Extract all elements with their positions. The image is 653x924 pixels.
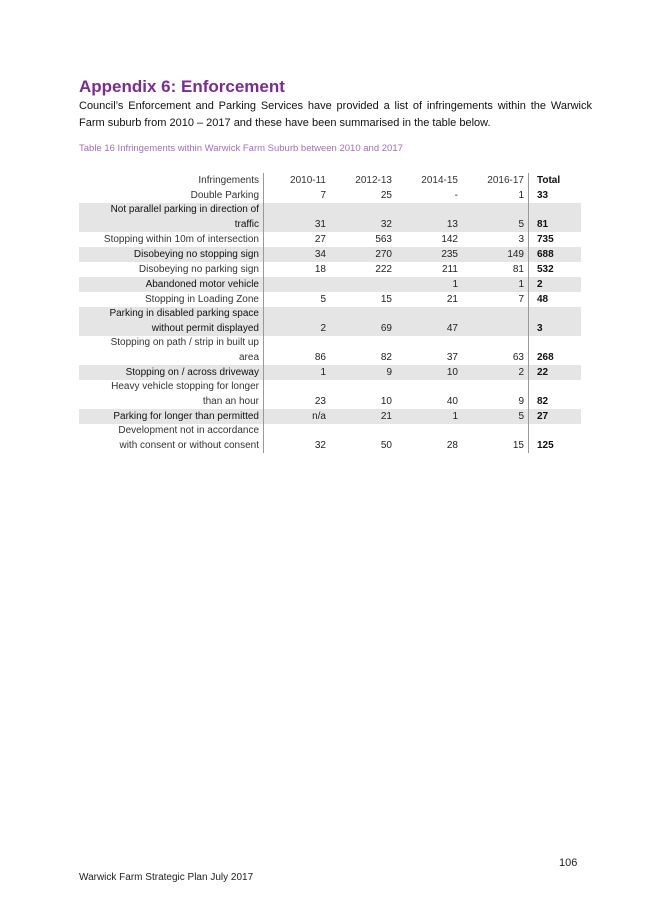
total-cell: 81 bbox=[529, 217, 582, 232]
table-row bbox=[79, 424, 581, 438]
total-cell bbox=[529, 424, 582, 438]
count-cell: 18 bbox=[314, 264, 326, 275]
header-infringements: Infringements bbox=[79, 173, 264, 188]
count-cell: 34 bbox=[264, 247, 331, 262]
total-cell: 3 bbox=[529, 321, 582, 336]
header-total: Total bbox=[529, 173, 582, 188]
table-row bbox=[79, 321, 581, 336]
count-cell bbox=[462, 336, 529, 350]
count-cell: 211 bbox=[442, 264, 458, 275]
count-cell bbox=[330, 424, 396, 438]
table-row bbox=[79, 336, 581, 350]
infringement-label: Disobeying no stopping sign bbox=[79, 247, 264, 262]
table-row bbox=[79, 438, 581, 453]
count-cell: 86 bbox=[314, 352, 326, 363]
total-cell: 688 bbox=[529, 247, 582, 262]
count-cell bbox=[396, 203, 462, 217]
count-cell: 149 bbox=[462, 247, 529, 262]
header-2016-17: 2016-17 bbox=[487, 175, 524, 186]
count-cell: 563 bbox=[375, 234, 392, 245]
count-cell bbox=[330, 336, 396, 350]
count-cell: 81 bbox=[512, 264, 524, 275]
count-cell: 50 bbox=[380, 440, 392, 451]
count-cell bbox=[396, 380, 462, 394]
total-cell: 125 bbox=[529, 438, 582, 453]
infringement-label: Disobeying no parking sign bbox=[79, 262, 264, 277]
count-cell bbox=[330, 307, 396, 321]
count-cell bbox=[462, 307, 529, 321]
count-cell bbox=[264, 307, 331, 321]
total-cell: 22 bbox=[529, 365, 582, 380]
count-cell: 9 bbox=[330, 365, 396, 380]
count-cell: 21 bbox=[330, 409, 396, 424]
infringement-label: Abandoned motor vehicle bbox=[79, 277, 264, 292]
count-cell: 1 bbox=[462, 277, 529, 292]
count-cell: 270 bbox=[330, 247, 396, 262]
count-cell: 10 bbox=[380, 396, 392, 407]
infringement-label: traffic bbox=[79, 217, 264, 232]
count-cell: - bbox=[454, 190, 458, 201]
table-row bbox=[79, 292, 581, 307]
table-header-row bbox=[79, 173, 581, 188]
count-cell: 32 bbox=[330, 217, 396, 232]
count-cell: n/a bbox=[264, 409, 331, 424]
header-2010-11: 2010-11 bbox=[290, 175, 326, 186]
count-cell bbox=[330, 277, 396, 292]
count-cell bbox=[264, 277, 331, 292]
header-2012-13: 2012-13 bbox=[355, 175, 392, 186]
table-row bbox=[79, 262, 581, 277]
count-cell: 2 bbox=[462, 365, 529, 380]
count-cell: 15 bbox=[512, 440, 524, 451]
table-row bbox=[79, 409, 581, 424]
total-cell bbox=[529, 380, 582, 394]
page-number: 106 bbox=[559, 857, 578, 869]
count-cell bbox=[462, 321, 529, 336]
header-2014-15: 2014-15 bbox=[421, 175, 458, 186]
infringement-label: Heavy vehicle stopping for longer bbox=[79, 380, 264, 394]
total-cell: 48 bbox=[529, 292, 582, 307]
count-cell: 10 bbox=[396, 365, 462, 380]
infringement-label: area bbox=[79, 350, 264, 365]
count-cell bbox=[462, 424, 529, 438]
infringement-label: than an hour bbox=[79, 394, 264, 409]
table-row bbox=[79, 394, 581, 409]
intro-paragraph: Council’s Enforcement and Parking Services have provided a list of infringements within the Warwick Farm suburb from 2010 – 2017 and these have been summarised in the table below. bbox=[79, 100, 592, 129]
total-cell bbox=[529, 307, 582, 321]
infringement-label: Parking in disabled parking space bbox=[79, 307, 264, 321]
total-cell: 735 bbox=[529, 232, 582, 247]
table-row bbox=[79, 365, 581, 380]
count-cell: 63 bbox=[512, 352, 524, 363]
total-cell: 2 bbox=[529, 277, 582, 292]
table-row bbox=[79, 203, 581, 217]
infringement-label: Development not in accordance bbox=[79, 424, 264, 438]
count-cell: 235 bbox=[396, 247, 462, 262]
count-cell bbox=[396, 307, 462, 321]
infringement-label: Stopping in Loading Zone bbox=[79, 292, 264, 307]
count-cell: 37 bbox=[446, 352, 458, 363]
table-row bbox=[79, 380, 581, 394]
count-cell: 3 bbox=[518, 234, 524, 245]
count-cell: 5 bbox=[462, 217, 529, 232]
table-body bbox=[79, 188, 581, 453]
total-cell: 27 bbox=[529, 409, 582, 424]
infringement-label: with consent or without consent bbox=[79, 438, 264, 453]
count-cell: 28 bbox=[446, 440, 458, 451]
table-row bbox=[79, 247, 581, 262]
count-cell bbox=[330, 380, 396, 394]
count-cell: 32 bbox=[314, 440, 326, 451]
count-cell: 1 bbox=[518, 190, 524, 201]
count-cell bbox=[264, 336, 331, 350]
infringement-label: Stopping on path / strip in built up bbox=[79, 336, 264, 350]
total-cell: 82 bbox=[529, 394, 582, 409]
count-cell: 7 bbox=[320, 190, 326, 201]
table-row bbox=[79, 217, 581, 232]
count-cell: 222 bbox=[375, 264, 392, 275]
table-row bbox=[79, 350, 581, 365]
total-cell bbox=[529, 336, 582, 350]
count-cell: 69 bbox=[330, 321, 396, 336]
table-caption: Table 16 Infringements within Warwick Farm Suburb between 2010 and 2017 bbox=[79, 143, 403, 154]
infringement-label: Parking for longer than permitted bbox=[79, 409, 264, 424]
count-cell bbox=[462, 380, 529, 394]
page-footer: Warwick Farm Strategic Plan July 2017 bbox=[79, 872, 254, 883]
count-cell: 13 bbox=[396, 217, 462, 232]
count-cell: 82 bbox=[380, 352, 392, 363]
count-cell: 9 bbox=[518, 396, 524, 407]
count-cell bbox=[396, 424, 462, 438]
total-cell bbox=[529, 203, 582, 217]
count-cell: 25 bbox=[380, 190, 392, 201]
table-row bbox=[79, 232, 581, 247]
count-cell: 27 bbox=[314, 234, 326, 245]
total-cell: 33 bbox=[529, 188, 582, 203]
count-cell bbox=[264, 380, 331, 394]
table-row bbox=[79, 277, 581, 292]
infringement-label: Double Parking bbox=[79, 188, 264, 203]
count-cell: 31 bbox=[264, 217, 331, 232]
count-cell: 21 bbox=[446, 294, 458, 305]
count-cell: 1 bbox=[264, 365, 331, 380]
count-cell bbox=[396, 336, 462, 350]
infringement-label: Stopping on / across driveway bbox=[79, 365, 264, 380]
count-cell: 1 bbox=[396, 409, 462, 424]
count-cell bbox=[264, 424, 331, 438]
infringement-label: Not parallel parking in direction of bbox=[79, 203, 264, 217]
total-cell: 268 bbox=[529, 350, 582, 365]
count-cell bbox=[462, 203, 529, 217]
count-cell: 5 bbox=[462, 409, 529, 424]
table-row bbox=[79, 188, 581, 203]
count-cell: 1 bbox=[396, 277, 462, 292]
table-row bbox=[79, 307, 581, 321]
count-cell: 47 bbox=[396, 321, 462, 336]
count-cell: 142 bbox=[441, 234, 458, 245]
count-cell: 5 bbox=[320, 294, 326, 305]
count-cell bbox=[264, 203, 331, 217]
count-cell: 7 bbox=[518, 294, 524, 305]
infringement-label: Stopping within 10m of intersection bbox=[79, 232, 264, 247]
count-cell: 15 bbox=[380, 294, 392, 305]
total-cell: 532 bbox=[529, 262, 582, 277]
infringements-table bbox=[79, 173, 581, 453]
infringement-label: without permit displayed bbox=[79, 321, 264, 336]
count-cell bbox=[330, 203, 396, 217]
count-cell: 40 bbox=[446, 396, 458, 407]
page-heading: Appendix 6: Enforcement bbox=[79, 77, 285, 96]
count-cell: 23 bbox=[314, 396, 326, 407]
count-cell: 2 bbox=[264, 321, 331, 336]
